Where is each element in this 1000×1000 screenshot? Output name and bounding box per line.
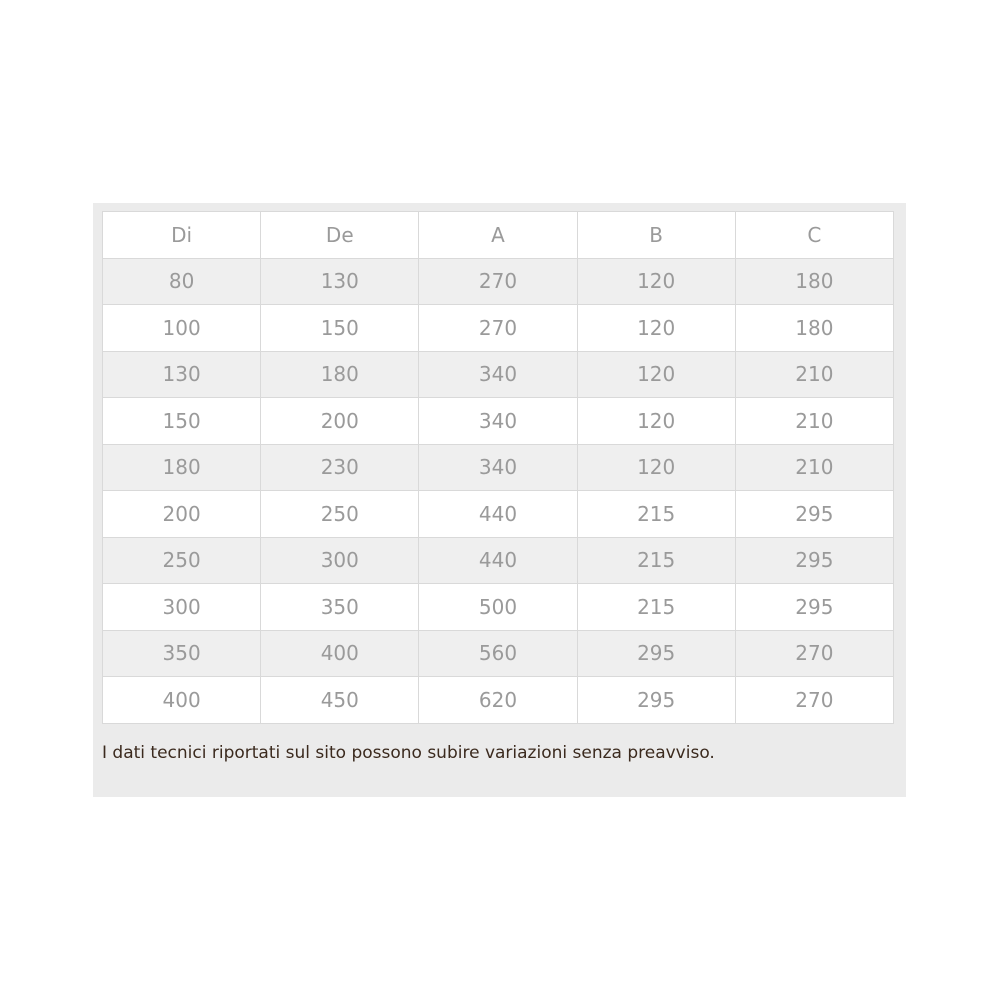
table-cell: 120	[577, 305, 735, 352]
table-cell: 295	[577, 677, 735, 724]
table-row	[103, 491, 894, 538]
table-row	[103, 537, 894, 584]
table-cell: 270	[735, 630, 893, 677]
table-cell: 300	[261, 537, 419, 584]
table-row	[103, 398, 894, 445]
table-cell: 400	[261, 630, 419, 677]
table-cell: 270	[735, 677, 893, 724]
table-cell: 295	[735, 491, 893, 538]
header-c: C	[735, 212, 893, 259]
table-cell: 180	[103, 444, 261, 491]
table-cell: 180	[735, 258, 893, 305]
header-di: Di	[103, 212, 261, 259]
table-row	[103, 444, 894, 491]
table-cell: 340	[419, 398, 577, 445]
table-cell: 250	[103, 537, 261, 584]
table-cell: 215	[577, 491, 735, 538]
table-cell: 150	[103, 398, 261, 445]
table-cell: 210	[735, 398, 893, 445]
table-row	[103, 630, 894, 677]
table-cell: 100	[103, 305, 261, 352]
table-cell: 295	[735, 584, 893, 631]
table-row	[103, 258, 894, 305]
table-cell: 270	[419, 305, 577, 352]
table-row	[103, 677, 894, 724]
table-cell: 295	[577, 630, 735, 677]
table-cell: 215	[577, 537, 735, 584]
table-cell: 250	[261, 491, 419, 538]
table-cell: 350	[103, 630, 261, 677]
table-cell: 180	[261, 351, 419, 398]
table-cell: 295	[735, 537, 893, 584]
table-cell: 80	[103, 258, 261, 305]
table-cell: 230	[261, 444, 419, 491]
table-cell: 120	[577, 444, 735, 491]
table-header-row	[103, 212, 894, 259]
table-cell: 560	[419, 630, 577, 677]
header-b: B	[577, 212, 735, 259]
table-cell: 120	[577, 398, 735, 445]
spec-panel	[93, 203, 906, 797]
table-row	[103, 351, 894, 398]
header-de: De	[261, 212, 419, 259]
table-row	[103, 305, 894, 352]
table-row	[103, 584, 894, 631]
header-a: A	[419, 212, 577, 259]
table-cell: 210	[735, 444, 893, 491]
table-cell: 350	[261, 584, 419, 631]
table-cell: 440	[419, 537, 577, 584]
table-cell: 400	[103, 677, 261, 724]
disclaimer-note: I dati tecnici riportati sul sito possono subire variazioni senza preavviso.	[102, 743, 715, 763]
table-cell: 210	[735, 351, 893, 398]
table-cell: 200	[261, 398, 419, 445]
table-cell: 215	[577, 584, 735, 631]
table-cell: 200	[103, 491, 261, 538]
table-cell: 450	[261, 677, 419, 724]
table-cell: 340	[419, 444, 577, 491]
table-cell: 270	[419, 258, 577, 305]
table-cell: 340	[419, 351, 577, 398]
table-cell: 300	[103, 584, 261, 631]
table-cell: 620	[419, 677, 577, 724]
table-cell: 500	[419, 584, 577, 631]
table-cell: 150	[261, 305, 419, 352]
table-cell: 120	[577, 351, 735, 398]
table-cell: 180	[735, 305, 893, 352]
table-body	[103, 258, 894, 723]
table-cell: 120	[577, 258, 735, 305]
table-cell: 130	[261, 258, 419, 305]
dimensions-table	[102, 211, 894, 724]
table-cell: 440	[419, 491, 577, 538]
table-cell: 130	[103, 351, 261, 398]
